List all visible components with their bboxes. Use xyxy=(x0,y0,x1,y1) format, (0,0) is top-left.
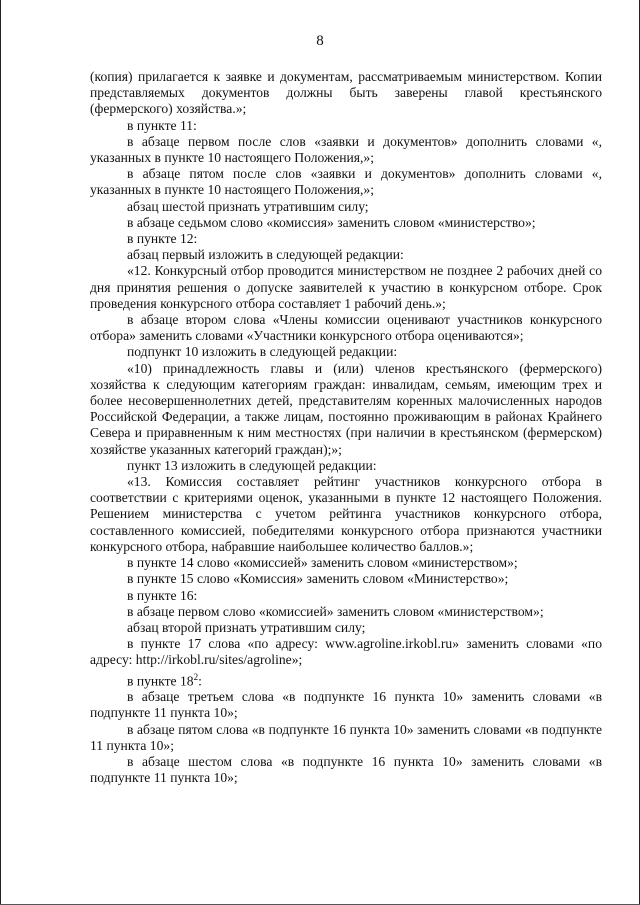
paragraph-text: в пункте 17 слова «по адресу: www.agroline.irkobl.ru» заменить словами «по адресу: http://irkobl.ru/sites/agroline»; xyxy=(90,636,602,668)
paragraph-text: в пункте 12: xyxy=(127,231,198,247)
paragraph xyxy=(90,669,602,690)
paragraph-text: «12. Конкурсный отбор проводится министерством не позднее 2 рабочих дней со дня принятия решения о допуске заявителей к участию в конкурсном отборе. Срок проведения конкурсного отбора составляет 1 рабочий день.»; xyxy=(90,263,602,311)
paragraph xyxy=(90,571,602,587)
paragraph-text: в абзаце третьем слова «в подпункте 16 пункта 10» заменить словами «в подпункте 11 пункта 10»; xyxy=(90,689,602,721)
paragraph-text: абзац шестой признать утратившим силу; xyxy=(127,198,369,214)
paragraph-text: подпункт 10 изложить в следующей редакции: xyxy=(127,344,398,360)
paragraph-text: в пункте 14 слово «комиссией» заменить словом «министерством»; xyxy=(127,555,518,571)
paragraph xyxy=(90,555,602,571)
paragraph xyxy=(90,118,602,134)
paragraph xyxy=(90,474,602,555)
paragraph xyxy=(90,458,602,474)
paragraph xyxy=(90,361,602,458)
paragraph xyxy=(90,722,602,754)
document-body xyxy=(90,69,602,786)
paragraph-text: в пункте 16: xyxy=(127,587,198,603)
paragraph-text: в абзаце пятом после слов «заявки и документов» дополнить словами «, указанных в пункте 10 настоящего Положения,»; xyxy=(90,166,602,198)
paragraph xyxy=(90,604,602,620)
paragraph-text: пункт 13 изложить в следующей редакции: xyxy=(127,457,377,473)
paragraph xyxy=(90,312,602,344)
paragraph xyxy=(90,263,602,312)
paragraph xyxy=(90,199,602,215)
paragraph xyxy=(90,754,602,786)
scan-edge-left xyxy=(0,0,1,905)
paragraph xyxy=(90,620,602,636)
paragraph xyxy=(90,231,602,247)
paragraph-text: в абзаце первом слово «комиссией» заменить словом «министерством»; xyxy=(127,603,544,619)
paragraph-text: абзац первый изложить в следующей редакции: xyxy=(127,247,404,263)
paragraph-text: «10) принадлежность главы и (или) членов крестьянского (фермерского) хозяйства к следующим категориям граждан: инвалидам, семьям, имеющим трех и более несовершеннолетних детей, представителям коренных малочисленных народов Российской Федерации, а также лицам, постоянно проживающим в районах Крайнего Севера и приравненным к ним местностях (при наличии в крестьянском (фермерском) хозяйстве указанных категорий граждан);»; xyxy=(90,360,602,457)
paragraph-text: в пункте 18 xyxy=(127,673,194,689)
paragraph-text: в абзаце седьмом слово «комиссия» заменить словом «министерство»; xyxy=(127,214,536,230)
paragraph-text: в абзаце пятом слова «в подпункте 16 пункта 10» заменить словами «в подпункте 11 пункта 10»; xyxy=(90,721,602,753)
paragraph xyxy=(90,215,602,231)
page-number: 8 xyxy=(316,33,324,49)
paragraph-text: в абзаце шестом слова «в подпункте 16 пункта 10» заменить словами «в подпункте 11 пункта 10»; xyxy=(90,754,602,786)
paragraph xyxy=(90,344,602,360)
paragraph-text: (копия) прилагается к заявке и документам, рассматриваемым министерством. Копии представляемых документов должны быть заверены главой крестьянского (фермерского) хозяйства.»; xyxy=(90,69,602,117)
paragraph-text: в пункте 15 слово «Комиссия» заменить словом «Министерство»; xyxy=(127,571,509,587)
paragraph-text: «13. Комиссия составляет рейтинг участников конкурсного отбора в соответствии с критериями оценок, указанными в пункте 12 настоящего Положения. Решением министерства с учетом рейтинга участников конкурсного отбора, составленного комиссией, победителями конкурсного отбора признаются участники конкурсного отбора, набравшие наибольшее количество баллов.»; xyxy=(90,474,602,554)
paragraph-text: в абзаце втором слова «Члены комиссии оценивают участников конкурсного отбора» заменить словами «Участники конкурсного отбора оцениваются»; xyxy=(90,312,602,344)
paragraph-text: абзац второй признать утратившим силу; xyxy=(127,619,366,635)
paragraph xyxy=(90,134,602,166)
paragraph xyxy=(90,247,602,263)
paragraph-text: в абзаце первом после слов «заявки и документов» дополнить словами «, указанных в пункте 10 настоящего Положения,»; xyxy=(90,133,602,166)
paragraph-text: в пункте 11: xyxy=(127,117,197,133)
paragraph xyxy=(90,588,602,604)
paragraph xyxy=(90,166,602,198)
paragraph-text-tail: : xyxy=(198,673,202,689)
paragraph xyxy=(90,636,602,668)
superscript: 2 xyxy=(193,671,199,682)
paragraph xyxy=(90,689,602,721)
paragraph xyxy=(90,69,602,118)
